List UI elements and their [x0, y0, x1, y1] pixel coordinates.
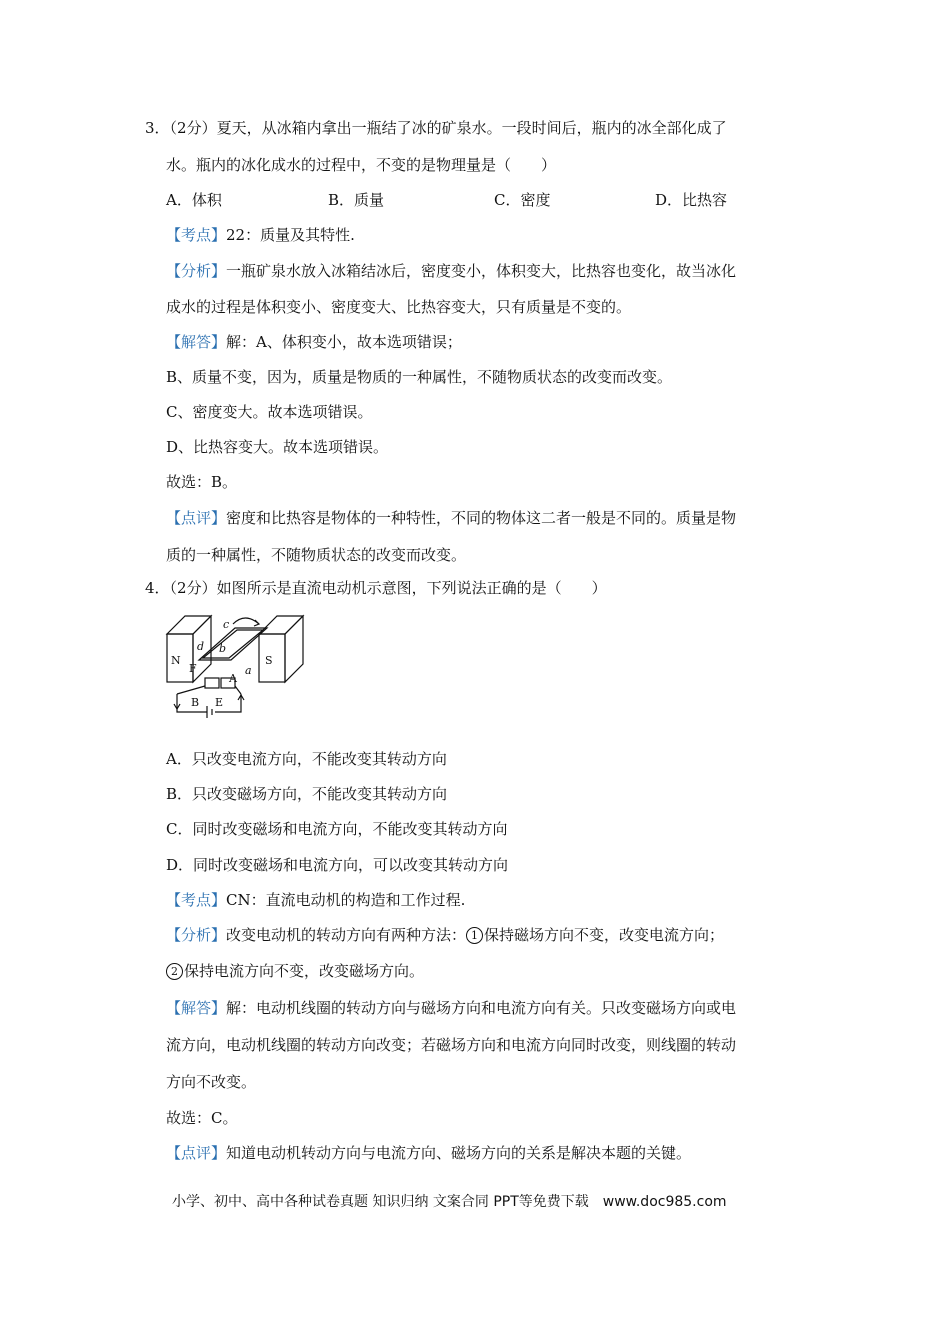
fenxi-tag: 【分析】	[166, 262, 227, 280]
q3-jieda-line4: D、比热容变大。故本选项错误。	[166, 438, 389, 456]
label-n: N	[171, 654, 181, 667]
q4-jieda: 【解答】解：电动机线圈的转动方向与磁场方向和电流方向有关。只改变磁场方向或电	[166, 999, 737, 1017]
q3-dianping-line2: 质的一种属性，不随物质状态的改变而改变。	[166, 546, 467, 564]
q3-fenxi-line2: 成水的过程是体积变小、密度变大、比热容变大，只有质量是不变的。	[166, 298, 632, 316]
label-a: a	[245, 664, 252, 677]
jieda-tag: 【解答】	[166, 333, 227, 351]
jieda-tag: 【解答】	[166, 999, 227, 1017]
q3-jieda-line3: C、密度变大。故本选项错误。	[166, 403, 373, 421]
q3-option-a: A．体积	[166, 191, 222, 209]
q4-kaodian: 【考点】CN：直流电动机的构造和工作过程.	[166, 891, 466, 909]
label-e: E	[215, 696, 224, 709]
q3-option-c: C．密度	[494, 191, 551, 209]
q3-answer: 故选：B。	[166, 473, 238, 491]
q3-dianping: 【点评】密度和比热容是物体的一种特性，不同的物体这二者一般是不同的。质量是物	[166, 509, 737, 527]
dc-motor-diagram	[163, 612, 308, 720]
label-f: F	[189, 662, 197, 675]
q4-answer: 故选：C。	[166, 1109, 238, 1127]
q3-kaodian: 【考点】22：质量及其特性.	[166, 226, 355, 244]
fenxi-tag: 【分析】	[166, 926, 227, 944]
q3-option-d: D．比热容	[655, 191, 728, 209]
q4-option-b: B．只改变磁场方向，不能改变其转动方向	[166, 785, 448, 803]
kaodian-tag: 【考点】	[166, 891, 227, 909]
q4-jieda-line3: 方向不改变。	[166, 1073, 257, 1091]
q4-dianping: 【点评】知道电动机转动方向与电流方向、磁场方向的关系是解决本题的关键。	[166, 1144, 692, 1162]
q4-jieda-line2: 流方向，电动机线圈的转动方向改变；若磁场方向和电流方向同时改变，则线圈的转动	[166, 1036, 737, 1054]
label-s: S	[265, 654, 273, 667]
dianping-tag: 【点评】	[166, 509, 227, 527]
label-big-a: A	[229, 672, 237, 685]
q3-stem-line1: 3．（2分）夏天，从冰箱内拿出一瓶结了冰的矿泉水。一段时间后，瓶内的冰全部化成了	[145, 119, 727, 137]
label-c: c	[223, 618, 230, 631]
q3-option-b: B．质量	[328, 191, 385, 209]
q3-stem-line2: 水。瓶内的冰化成水的过程中，不变的是物理量是（ ）	[166, 156, 557, 174]
circled-two: 2	[166, 963, 183, 980]
label-d: d	[197, 640, 205, 653]
dianping-tag: 【点评】	[166, 1144, 227, 1162]
q4-fenxi: 【分析】改变电动机的转动方向有两种方法： 1 保持磁场方向不变，改变电流方向；	[166, 926, 725, 944]
kaodian-tag: 【考点】	[166, 226, 227, 244]
q4-option-c: C．同时改变磁场和电流方向，不能改变其转动方向	[166, 820, 508, 838]
q4-option-a: A．只改变电流方向，不能改变其转动方向	[166, 750, 447, 768]
q3-fenxi: 【分析】一瓶矿泉水放入冰箱结冰后，密度变小，体积变大，比热容也变化，故当冰化	[166, 262, 737, 280]
label-big-b: B	[191, 696, 200, 709]
q4-fenxi-line2: 2 保持电流方向不变，改变磁场方向。	[166, 961, 424, 981]
circled-one: 1	[466, 927, 483, 944]
footer-text: 小学、初中、高中各种试卷真题 知识归纳 文案合同 PPT等免费下载 www.doc985.com	[172, 1194, 727, 1210]
label-b: b	[219, 642, 227, 655]
q4-option-d: D．同时改变磁场和电流方向，可以改变其转动方向	[166, 856, 509, 874]
q3-jieda-line2: B、质量不变，因为，质量是物质的一种属性，不随物质状态的改变而改变。	[166, 368, 673, 386]
q4-stem: 4．（2分）如图所示是直流电动机示意图，下列说法正确的是（ ）	[145, 579, 607, 597]
q3-jieda: 【解答】解：A、体积变小，故本选项错误；	[166, 333, 462, 351]
